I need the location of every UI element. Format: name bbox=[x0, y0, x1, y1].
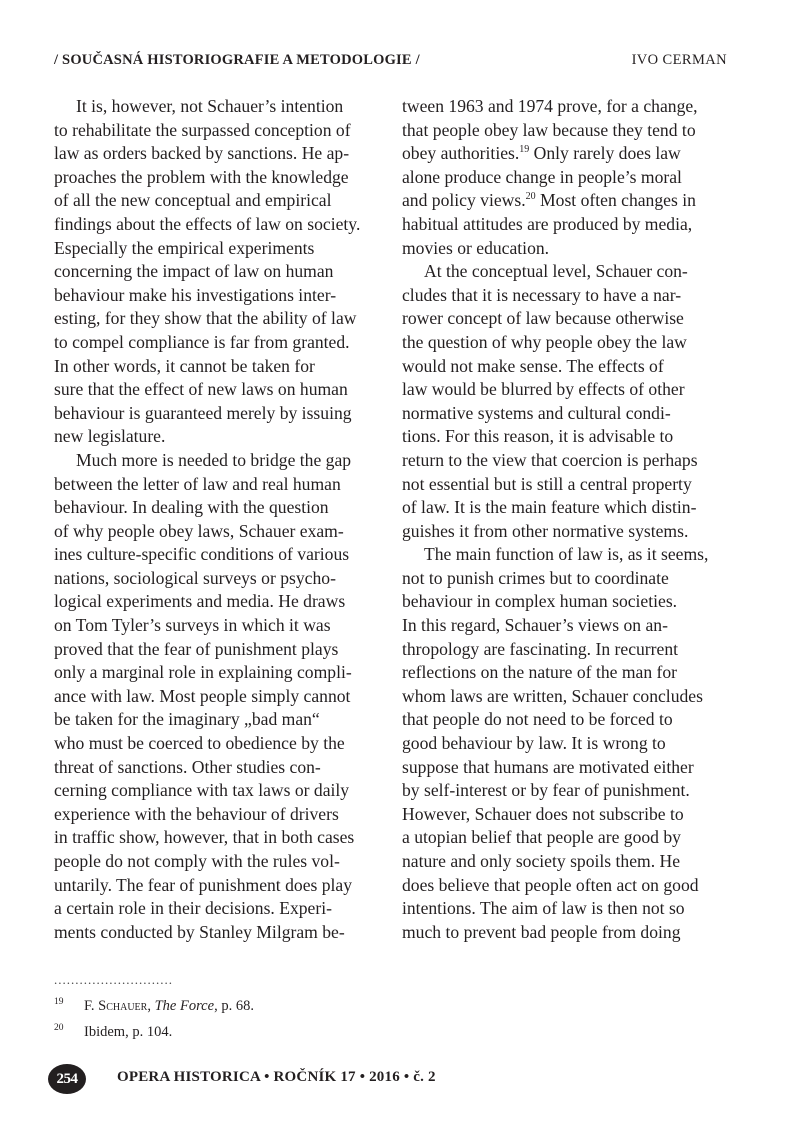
page-number-badge: 254 bbox=[48, 1064, 86, 1094]
text-line: of all the new conceptual and empirical bbox=[54, 190, 332, 211]
text-line: be taken for the imaginary „bad man“ bbox=[54, 709, 320, 730]
text-line: The main function of law is, as it seems, bbox=[424, 544, 709, 565]
text-line: rower concept of law because otherwise bbox=[402, 308, 684, 329]
text-line: of law. It is the main feature which distin- bbox=[402, 497, 697, 518]
text-line: to compel compliance is far from granted. bbox=[54, 331, 350, 352]
text-line: behaviour make his investigations inter- bbox=[54, 284, 337, 305]
text-line: threat of sanctions. Other studies con- bbox=[54, 756, 321, 777]
text-line: proaches the problem with the knowledge bbox=[54, 166, 349, 187]
text-line: obey authorities.$^{19}$ Only rarely does law bbox=[402, 143, 681, 164]
text-line: that people obey law because they tend to bbox=[402, 119, 696, 140]
text-line: ance with law. Most people simply cannot bbox=[54, 685, 351, 706]
text-line: intentions. The aim of law is then not so bbox=[402, 898, 685, 919]
text-line: In this regard, Schauer’s views on an- bbox=[402, 615, 668, 636]
text-line: not to punish crimes but to coordinate bbox=[402, 567, 669, 588]
footnote-number: 20 bbox=[54, 1023, 64, 1033]
text-line: to rehabilitate the surpassed conception of bbox=[54, 119, 351, 140]
text-line: experience with the behaviour of drivers bbox=[54, 803, 339, 824]
text-line: concerning the impact of law on human bbox=[54, 261, 334, 282]
text-line: law would be blurred by effects of other bbox=[402, 379, 685, 400]
text-line: people do not comply with the rules vol- bbox=[54, 851, 340, 871]
text-line: tween 1963 and 1974 prove, for a change, bbox=[402, 96, 698, 116]
text-line: does believe that people often act on good bbox=[402, 874, 699, 895]
text-line: reflections on the nature of the man for bbox=[402, 662, 678, 683]
text-line: who must be coerced to obedience by the bbox=[54, 733, 345, 754]
footnote-author: Schauer bbox=[98, 998, 148, 1014]
text-line: untarily. The fear of punishment does play bbox=[54, 874, 353, 895]
text-line: nations, sociological surveys or psycho- bbox=[54, 567, 336, 588]
text-line: behaviour is guaranteed merely by issuing bbox=[54, 402, 352, 423]
text-line: law as orders backed by sanctions. He ap- bbox=[54, 143, 350, 164]
text-line: normative systems and cultural condi- bbox=[402, 402, 671, 423]
text-line: At the conceptual level, Schauer con- bbox=[424, 261, 688, 282]
left-text-column bbox=[54, 95, 384, 944]
footnote-19: 19 F. Schauer, The Force, p. 68. bbox=[54, 997, 254, 1014]
text-line: return to the view that coercion is perhaps bbox=[402, 449, 698, 470]
text-line: logical experiments and media. He draws bbox=[54, 591, 346, 612]
text-line: It is, however, not Schauer’s intention bbox=[76, 96, 344, 116]
text-line: nature and only society spoils them. He bbox=[402, 851, 681, 871]
text-line: tions. For this reason, it is advisable to bbox=[402, 426, 674, 447]
text-line: that people do not need to be forced to bbox=[402, 709, 673, 730]
text-line: alone produce change in people’s moral bbox=[402, 166, 682, 187]
right-text-column bbox=[402, 95, 732, 944]
footnote-separator: ............................ bbox=[54, 972, 173, 987]
text-line: much to prevent bad people from doing bbox=[402, 921, 681, 942]
running-header-section: / SOUČASNÁ HISTORIOGRAFIE A METODOLOGIE / bbox=[54, 52, 420, 68]
text-line: habitual attitudes are produced by media, bbox=[402, 213, 693, 234]
text-line: cerning compliance with tax laws or daily bbox=[54, 780, 350, 801]
text-line: in traffic show, however, that in both cases bbox=[54, 827, 355, 848]
footnote-title: The Force bbox=[154, 998, 215, 1014]
text-line: ments conducted by Stanley Milgram be- bbox=[54, 921, 345, 942]
text-line: behaviour in complex human societies. bbox=[402, 591, 678, 612]
text-line: on Tom Tyler’s surveys in which it was bbox=[54, 615, 331, 636]
text-line: by self-interest or by fear of punishment. bbox=[402, 780, 690, 801]
text-line: Especially the empirical experiments bbox=[54, 237, 315, 258]
text-line: In other words, it cannot be taken for bbox=[54, 355, 315, 376]
text-line: proved that the fear of punishment plays bbox=[54, 638, 339, 659]
footnote-20: 20 Ibidem, p. 104. bbox=[54, 1023, 173, 1040]
text-line: the question of why people obey the law bbox=[402, 331, 687, 352]
text-line: suppose that humans are motivated either bbox=[402, 756, 694, 777]
text-line: good behaviour by law. It is wrong to bbox=[402, 733, 666, 754]
text-line: behaviour. In dealing with the question bbox=[54, 497, 329, 518]
journal-footer: OPERA HISTORICA • ROČNÍK 17 • 2016 • č. 2 bbox=[117, 1069, 436, 1085]
text-line: cludes that it is necessary to have a nar- bbox=[402, 284, 682, 305]
text-line: However, Schauer does not subscribe to bbox=[402, 803, 684, 824]
text-line: movies or education. bbox=[402, 237, 550, 258]
text-line: would not make sense. The effects of bbox=[402, 355, 664, 376]
text-line: sure that the effect of new laws on human bbox=[54, 379, 348, 400]
text-line: new legislature. bbox=[54, 426, 166, 447]
footnote-number: 19 bbox=[54, 997, 64, 1007]
text-line: only a marginal role in explaining compli- bbox=[54, 662, 352, 683]
text-line: Much more is needed to bridge the gap bbox=[76, 449, 352, 470]
text-line: guishes it from other normative systems. bbox=[402, 520, 689, 541]
text-line: and policy views.$^{20}$ Most often changes in bbox=[402, 190, 696, 211]
text-line: between the letter of law and real human bbox=[54, 473, 341, 494]
text-line: esting, for they show that the ability of law bbox=[54, 308, 357, 329]
text-line: a certain role in their decisions. Experi- bbox=[54, 898, 332, 919]
footnote-reference[interactable]: 19 bbox=[519, 144, 530, 156]
footnote-reference[interactable]: 20 bbox=[525, 191, 536, 203]
text-line: thropology are fascinating. In recurrent bbox=[402, 638, 679, 659]
text-line: findings about the effects of law on society. bbox=[54, 213, 361, 234]
text-line: whom laws are written, Schauer concludes bbox=[402, 685, 703, 706]
running-header-author: IVO CERMAN bbox=[631, 52, 727, 68]
text-line: of why people obey laws, Schauer exam- bbox=[54, 520, 344, 541]
text-line: ines culture-specific conditions of various bbox=[54, 544, 350, 565]
text-line: a utopian belief that people are good by bbox=[402, 827, 681, 848]
text-line: not essential but is still a central property bbox=[402, 473, 692, 494]
